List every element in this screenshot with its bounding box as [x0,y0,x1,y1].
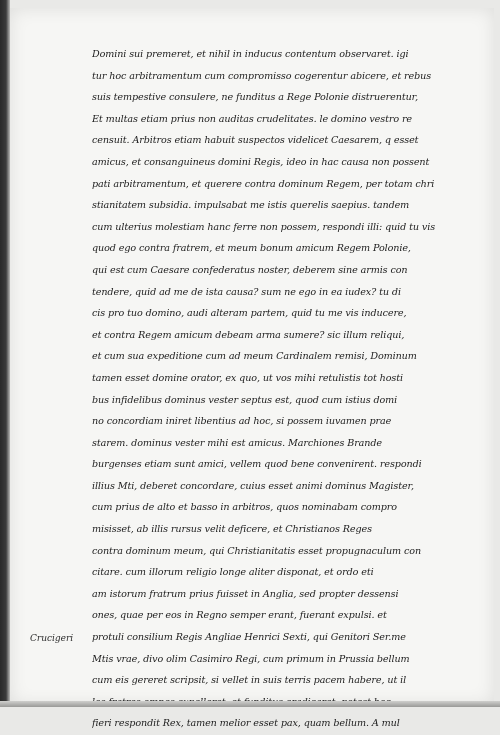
text-line: citare. cum illorum religio longe aliter disponat, et ordo eti [92,567,374,579]
text-line: am istorum fratrum prius fuisset in Anglia, sed propter dessensi [92,588,399,600]
text-line: quod ego contra fratrem, et meum bonum amicum Regem Polonie, [92,243,411,255]
text-line: no concordiam iniret libentius ad hoc, si possem iuvamen prae [92,416,392,428]
text-line: misisset, ab illis rursus velit deficere, et Christianos Reges [92,524,372,536]
text-line: Mtis vrae, divo olim Casimiro Regi, cum primum in Prussia bellum [92,653,410,665]
text-line: tamen esset domine orator, ex quo, ut vos mihi retulistis tot hosti [92,372,403,384]
text-line: Domini sui premeret, et nihil in inducus contentum observaret. igi [92,49,409,60]
text-line: ones, quae per eos in Regno semper erant, fuerant expulsi. et [92,610,387,622]
manuscript-text [92,44,472,735]
text-line: bus infidelibus dominus vester septus est, quod cum istius domi [92,394,398,406]
text-line: stianitatem subsidia. impulsabat me istis querelis saepius. tandem [92,200,410,212]
text-line: cum ulterius molestiam hanc ferre non possem, respondi illi: quid tu vis [92,221,436,233]
text-line: cum eis gereret scripsit, si vellet in suis terris pacem habere, ut il [92,675,407,687]
text-line: starem. dominus vester mihi est amicus. Marchiones Brande [92,437,382,449]
text-line: protuli consilium Regis Angliae Henrici Sexti, qui Genitori Ser.me [92,632,406,644]
text-line: contra dominum meum, qui Christianitatis esset propugnaculum con [92,545,422,557]
text-line: illius Mti, deberet concordare, cuius esset animi dominus Magister, [92,480,414,492]
text-line: cis pro tuo domino, audi alteram partem, quid tu me vis inducere, [92,308,407,320]
text-line: pati arbitramentum, et querere contra dominum Regem, per totam chri [92,178,435,190]
scanner-left-shadow [0,0,10,707]
text-line: suis tempestive consulere, ne funditus a Rege Polonie distruerentur, [92,92,419,104]
text-line: amicus, et consanguineus domini Regis, ideo in hac causa non possent [92,156,430,168]
text-line: tendere, quid ad me de ista causa? sum ne ego in ea iudex? tu di [92,286,401,298]
manuscript-page [10,8,494,730]
text-line: qui est cum Caesare confederatus noster, deberem sine armis con [92,264,408,276]
text-line: cum prius de alto et basso in arbitros, quos nominabam compro [92,502,397,514]
text-line: et contra Regem amicum debeam arma sumere? sic illum reliqui, [92,329,405,341]
text-line: censuit. Arbitros etiam habuit suspectos videlicet Caesarem, q esset [92,135,419,147]
text-line: et cum sua expeditione cum ad meum Cardinalem remisi, Dominum [92,351,417,363]
text-line: fieri respondit Rex, tamen melior esset pax, quam bellum. A mul [92,718,400,730]
scanner-bottom-edge [0,701,500,707]
text-line: tur hoc arbitramentum cum compromisso cogerentur abicere, et rebus [92,70,432,82]
margin-annotation: Crucigeri [30,634,74,644]
text-line: Et multas etiam prius non auditas crudelitates. le domino vestro re [92,113,413,125]
text-line: burgenses etiam sunt amici, vellem quod bene convenirent. respondi [92,459,422,471]
